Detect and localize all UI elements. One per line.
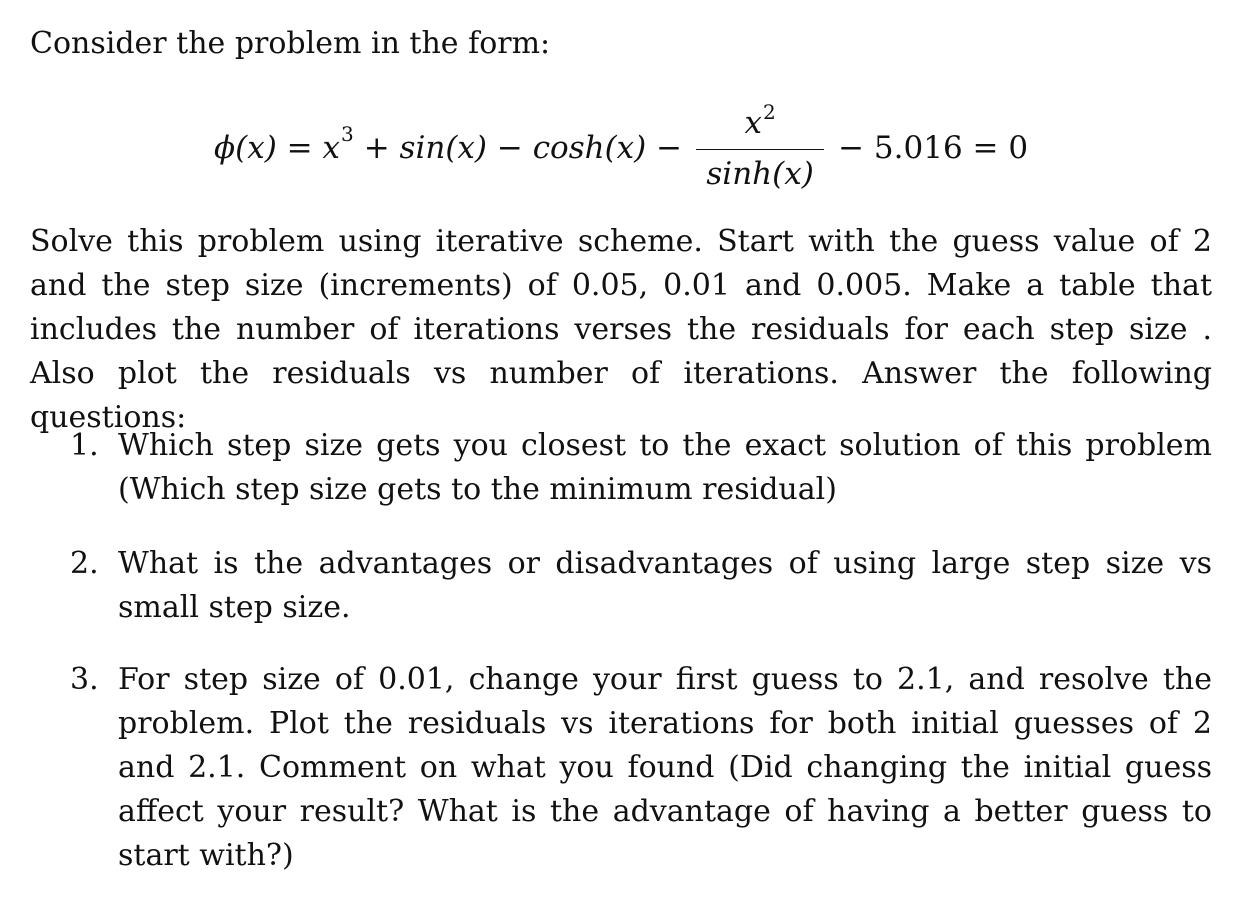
equation-fraction: [696, 99, 824, 193]
question-number: 1.: [70, 428, 99, 463]
problem-paragraph: Solve this problem using iterative scheme. Start with the guess value of 2 and the step size (increments) of 0.05, 0.01 and 0.005. Make a table that includes the number of iterations verses the residuals for each step size . Also plot the residuals vs number of iterations. Answer the following questions:: [30, 224, 1212, 435]
question-number: 3.: [70, 662, 99, 697]
numerator-exponent: 2: [762, 99, 776, 124]
equation-rhs: − 5.016 = 0: [838, 130, 1029, 166]
question-text: Which step size gets you closest to the exact solution of this problem (Which step size gets to the minimum residual): [118, 428, 1212, 507]
question-item-2: [30, 542, 1212, 630]
question-item-1: [30, 424, 1212, 512]
question-item-3: [30, 658, 1212, 878]
equation-middle-terms: + sin(x) − cosh(x) −: [363, 130, 683, 166]
question-number: 2.: [70, 546, 99, 581]
fraction-denominator: sinh(x): [706, 156, 814, 193]
question-text: For step size of 0.01, change your first guess to 2.1, and resolve the problem. Plot the residuals vs iterations for both initial guesses of 2 and 2.1. Comment on what you found (Did changing the initial guess affect your result? What is the advantage of having a better guess to start with?): [118, 662, 1212, 873]
question-text: What is the advantages or disadvantages of using large step size vs small step size.: [118, 546, 1212, 625]
equation-lhs: (x) = x: [235, 130, 340, 166]
equation-phi: ϕ: [214, 130, 236, 166]
equation: [214, 100, 1028, 196]
fraction-numerator: [738, 99, 781, 149]
equation-exponent-3: 3: [340, 122, 354, 146]
numerator-base: x: [744, 104, 762, 141]
intro-text: Consider the problem in the form:: [30, 26, 551, 61]
